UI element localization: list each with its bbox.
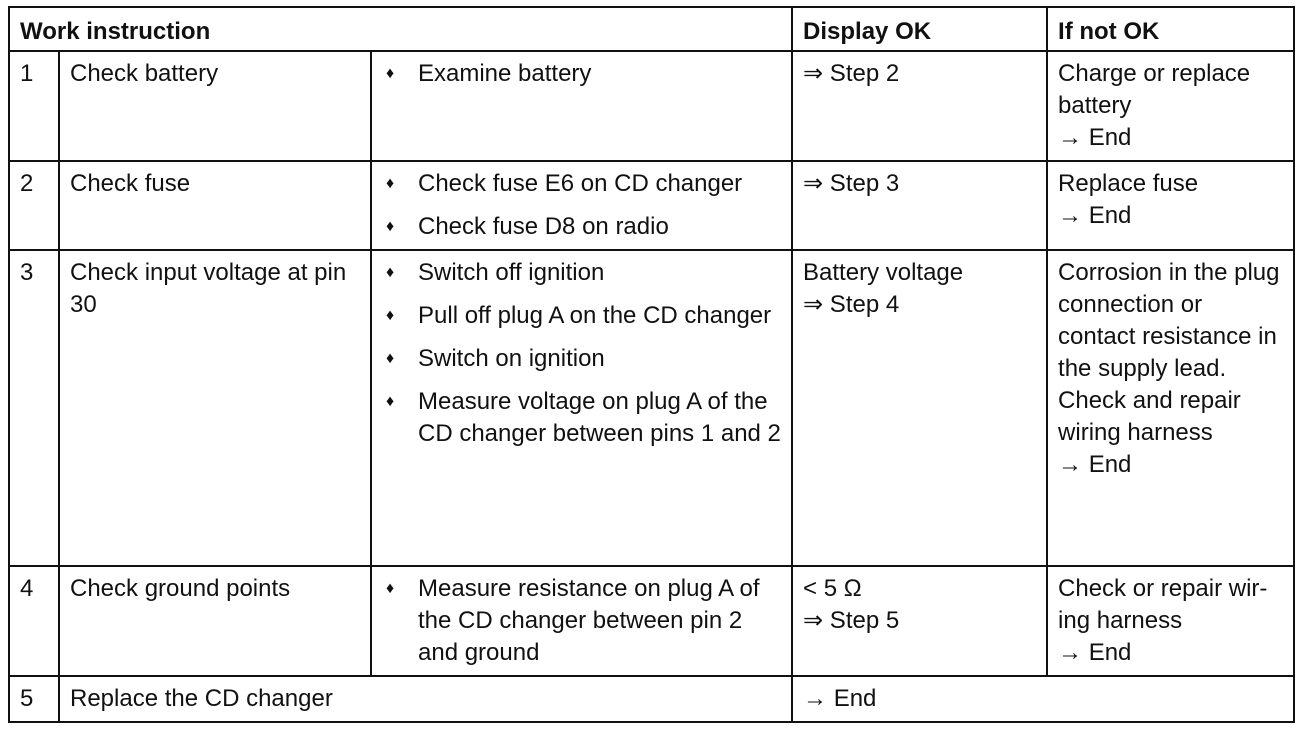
step-actions — [371, 566, 792, 676]
header-work-instruction: Work instruction — [9, 7, 792, 51]
if-not-ok-cell — [1047, 250, 1294, 566]
display-ok-text: < 5 Ω — [803, 575, 862, 602]
if-not-ok-cell — [1047, 51, 1294, 161]
action-item — [382, 211, 781, 243]
display-ok-cell — [792, 250, 1047, 566]
work-instruction-table — [8, 6, 1295, 723]
step-actions — [371, 250, 792, 566]
action-item — [382, 343, 781, 375]
header-display-ok: Display OK — [792, 7, 1047, 51]
header-if-not-ok: If not OK — [1047, 7, 1294, 51]
action-text: Examine battery — [418, 60, 592, 87]
table-header-row — [9, 7, 1294, 51]
display-ok-cell — [792, 51, 1047, 161]
if-not-ok-cell — [1047, 566, 1294, 676]
table-row — [9, 161, 1294, 250]
diamond-bullet-icon: ♦ — [386, 350, 395, 367]
step-actions — [371, 161, 792, 250]
table-row — [9, 250, 1294, 566]
if-not-ok-end: → End — [1058, 124, 1132, 151]
diamond-bullet-icon: ♦ — [386, 307, 395, 324]
action-item — [382, 300, 781, 332]
action-item — [382, 573, 781, 669]
step-number: 4 — [9, 566, 59, 676]
display-ok-cell — [792, 566, 1047, 676]
display-ok-cell — [792, 161, 1047, 250]
diamond-bullet-icon: ♦ — [386, 264, 395, 281]
step-task: Replace the CD changer — [59, 676, 792, 722]
action-item — [382, 257, 781, 289]
action-text: Measure resistance on plug A of the CD changer between pin 2 and ground — [418, 575, 760, 666]
action-item — [382, 168, 781, 200]
display-ok-cell: → End — [792, 676, 1294, 722]
if-not-ok-text: Charge or replace battery — [1058, 60, 1251, 119]
step-number: 1 — [9, 51, 59, 161]
step-task: Check input voltage at pin 30 — [59, 250, 371, 566]
step-task: Check fuse — [59, 161, 371, 250]
step-number: 5 — [9, 676, 59, 722]
table-row — [9, 566, 1294, 676]
action-text: Switch on ignition — [418, 345, 605, 372]
diamond-bullet-icon: ♦ — [386, 175, 395, 192]
if-not-ok-end: → End — [1058, 451, 1132, 478]
diamond-bullet-icon: ♦ — [386, 580, 395, 597]
action-text: Check fuse E6 on CD changer — [418, 170, 743, 197]
table-row — [9, 676, 1294, 722]
if-not-ok-text: Check or repair wir-ing harness — [1058, 575, 1268, 634]
action-item — [382, 386, 781, 450]
display-ok-text: Battery voltage — [803, 259, 964, 286]
if-not-ok-text: Corrosion in the plug connection or contact resistance in the supply lead. Check and repair wiring harness — [1058, 259, 1280, 446]
action-text: Pull off plug A on the CD changer — [418, 302, 772, 329]
if-not-ok-text: Replace fuse — [1058, 170, 1199, 197]
step-number: 3 — [9, 250, 59, 566]
action-text: Switch off ignition — [418, 259, 605, 286]
display-ok-text: ⇒ Step 3 — [803, 170, 900, 197]
diamond-bullet-icon: ♦ — [386, 393, 395, 410]
display-ok-next: ⇒ Step 4 — [803, 291, 900, 318]
action-text: Check fuse D8 on radio — [418, 213, 669, 240]
step-actions — [371, 51, 792, 161]
step-number: 2 — [9, 161, 59, 250]
action-text: Measure voltage on plug A of the CD changer between pins 1 and 2 — [418, 388, 781, 447]
step-task: Check ground points — [59, 566, 371, 676]
action-item — [382, 58, 781, 90]
if-not-ok-cell — [1047, 161, 1294, 250]
step-task: Check battery — [59, 51, 371, 161]
if-not-ok-end: → End — [1058, 202, 1132, 229]
troubleshooting-document — [8, 6, 1295, 723]
diamond-bullet-icon: ♦ — [386, 65, 395, 82]
diamond-bullet-icon: ♦ — [386, 218, 395, 235]
if-not-ok-end: → End — [1058, 639, 1132, 666]
display-ok-next: ⇒ Step 5 — [803, 607, 900, 634]
table-row — [9, 51, 1294, 161]
display-ok-text: ⇒ Step 2 — [803, 60, 900, 87]
